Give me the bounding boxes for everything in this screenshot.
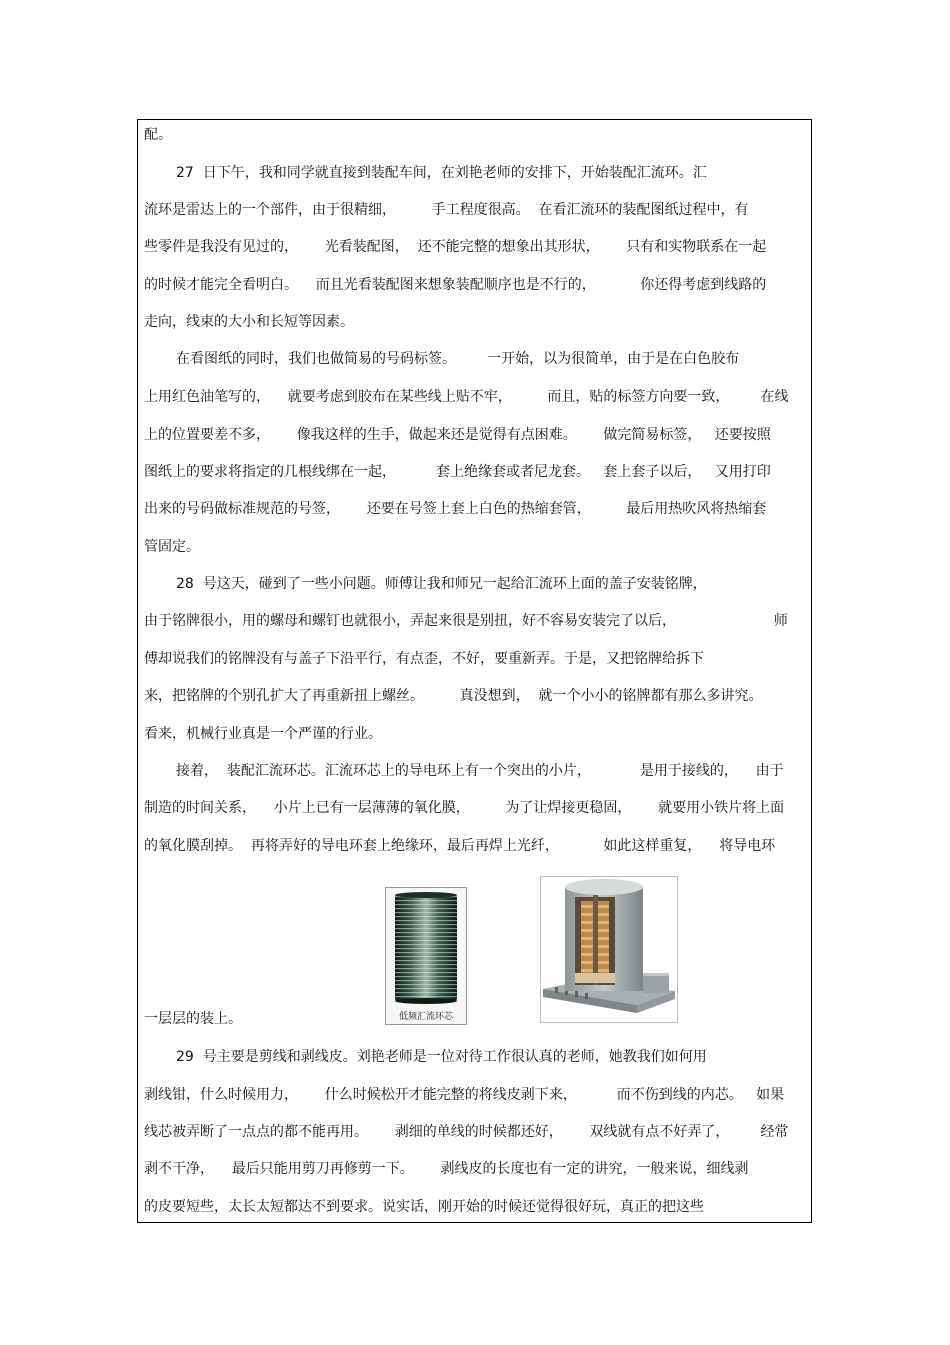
figure-caption: 低频汇流环芯 — [398, 1012, 453, 1022]
text-line: 27 日下午，我和同学就直接到装配车间，在刘艳老师的安排下，开始装配汇流环。汇 — [176, 165, 707, 181]
text-line: 些零件是我没有见过的， 光看装配图， 还不能完整的想象出其形状， 只有和实物联系在一起 — [144, 239, 767, 255]
text-line: 剥不干净， 最后只能用剪刀再修剪一下。 剥线皮的长度也有一定的讲究，一般来说，细线剥 — [144, 1161, 749, 1177]
text-line: 傅却说我们的铭牌没有与盖子下沿平行，有点歪，不好，要重新弄。于是，又把铭牌给拆下 — [144, 651, 704, 667]
text-line: 配。 — [144, 127, 172, 143]
text-line: 来，把铭牌的个别孔扩大了再重新扭上螺丝。 真没想到， 就一个小小的铭牌都有那么多讲究。 — [144, 688, 763, 704]
text-line: 由于铭牌很小，用的螺母和螺钉也就很小，弄起来很是别扭，好不容易安装完了以后， 师 — [144, 613, 788, 629]
text-line: 走向，线束的大小和长短等因素。 — [144, 314, 354, 330]
text-line: 上的位置要差不多， 像我这样的生手，做起来还是觉得有点困难。 做完简易标签， 还要按照 — [144, 427, 771, 443]
text-line: 一层层的装上。 — [144, 1011, 242, 1027]
text-line: 图纸上的要求将指定的几根线绑在一起， 套上绝缘套或者尼龙套。 套上套子以后， 又用打印 — [144, 464, 771, 480]
text-line: 29 号主要是剪线和剥线皮。刘艳老师是一位对待工作很认真的老师，她教我们如何用 — [176, 1049, 707, 1065]
text-line: 28 号这天，碰到了一些小问题。师傅让我和师兄一起给汇流环上面的盖子安装铭牌， — [176, 576, 707, 592]
text-line: 管固定。 — [144, 539, 200, 555]
slip-ring-core-drawing — [386, 888, 466, 1024]
text-line: 流环是雷达上的一个部件，由于很精细， 手工程度很高。 在看汇流环的装配图纸过程中，有 — [144, 202, 749, 218]
text-line: 的时候才能完全看明白。 而且光看装配图来想象装配顺序也是不行的， 你还得考虑到线路的 — [144, 277, 767, 293]
text-line: 线芯被弄断了一点点的都不能再用。 剥细的单线的时候都还好， 双线就有点不好弄了， 经常 — [144, 1124, 789, 1140]
text-line: 的皮要短些，太长太短都达不到要求。说实话，刚开始的时候还觉得很好玩，真正的把这些 — [144, 1199, 704, 1215]
slip-ring-core-photo — [385, 887, 467, 1025]
text-line: 的氧化膜刮掉。 再将弄好的导电环套上绝缘环，最后再焊上光纤， 如此这样重复， 将导电环 — [144, 838, 776, 854]
text-line: 上用红色油笔写的， 就要考虑到胶布在某些线上贴不牢， 而且，贴的标签方向要一致， 在线 — [144, 389, 789, 405]
text-line: 在看图纸的同时，我们也做简易的号码标签。 一开始，以为很简单，由于是在白色胶布 — [176, 351, 740, 367]
text-line: 接着， 装配汇流环芯。汇流环芯上的导电环上有一个突出的小片， 是用于接线的， 由于 — [176, 763, 784, 779]
slip-ring-assembly-photo — [540, 876, 678, 1023]
text-line: 制造的时间关系， 小片上已有一层薄薄的氧化膜， 为了让焊接更稳固， 就要用小铁片将上面 — [144, 800, 785, 816]
slip-ring-assembly-drawing — [541, 877, 677, 1022]
text-line: 看来，机械行业真是一个严谨的行业。 — [144, 726, 382, 742]
text-line: 出来的号码做标准规范的号签， 还要在号签上套上白色的热缩套管， 最后用热吹风将热缩套 — [144, 501, 767, 517]
text-line: 剥线钳，什么时候用力， 什么时候松开才能完整的将线皮剥下来， 而不伤到线的内芯。 如果 — [144, 1087, 785, 1103]
